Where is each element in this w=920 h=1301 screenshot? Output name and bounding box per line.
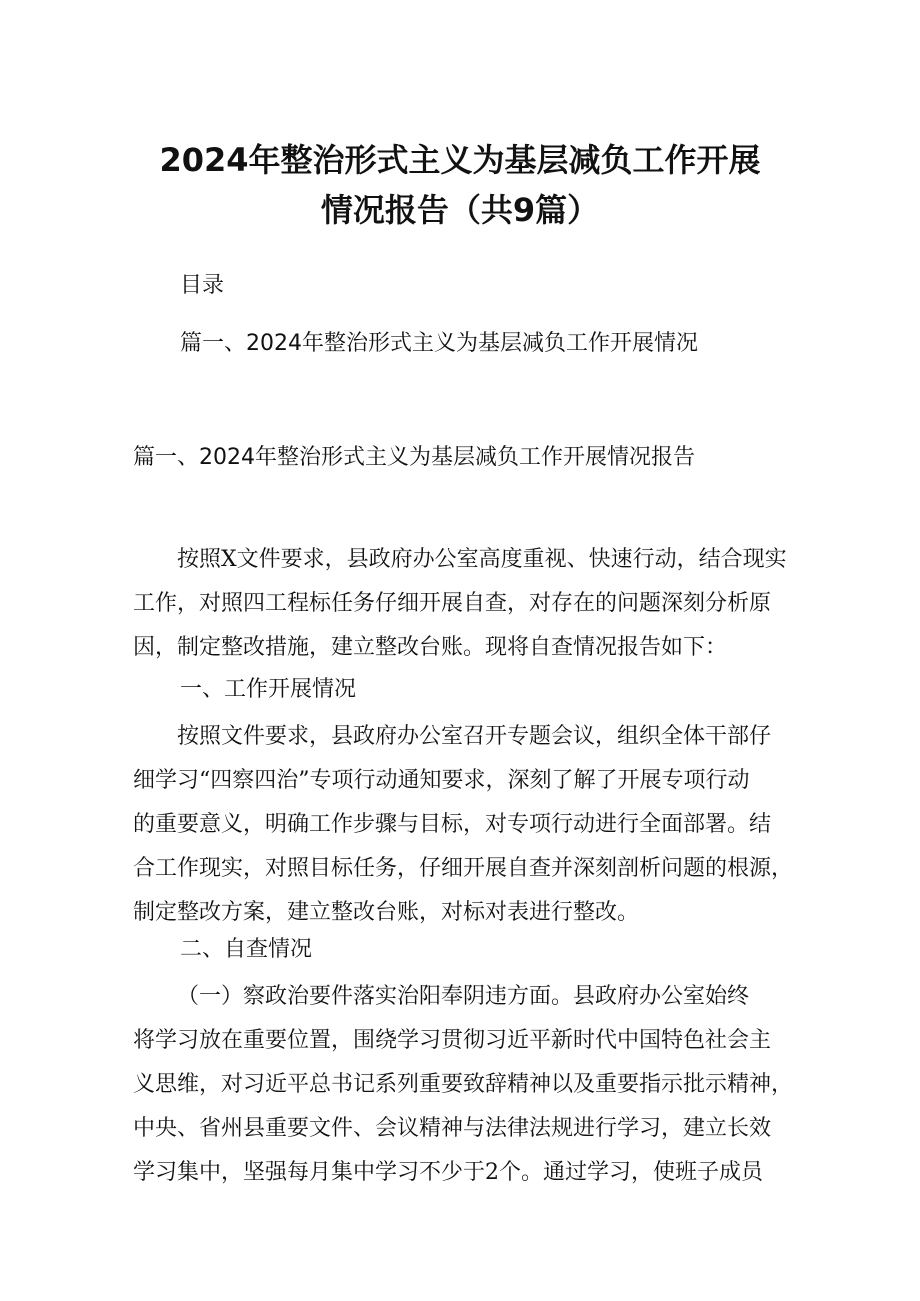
paragraph-line: 合工作现实，对照目标任务，仔细开展自查并深刻剖析问题的根源，: [133, 856, 794, 881]
document-title-line-1: 2024年整治形式主义为基层减负工作开展: [159, 141, 761, 179]
paragraph-line: 义思维，对习近平总书记系列重要致辞精神以及重要指示批示精神，: [133, 1072, 794, 1097]
paragraph-line: 将学习放在重要位置，围绕学习贯彻习近平新时代中国特色社会主: [133, 1028, 772, 1053]
paragraph-line: 按照文件要求，县政府办公室召开专题会议，组织全体干部仔: [177, 724, 772, 749]
toc-item-1: 篇一、2024年整治形式主义为基层减负工作开展情况: [180, 331, 698, 356]
paragraph-line: 制定整改方案，建立整改台账，对标对表进行整改。: [133, 900, 640, 925]
intro-line: 按照X文件要求，县政府办公室高度重视、快速行动，结合现实: [177, 547, 787, 572]
toc-label: 目录: [180, 273, 225, 298]
paragraph-line: （一）察政治要件落实治阳奉阴违方面。县政府办公室始终: [177, 984, 750, 1009]
paragraph-line: 中央、省州县重要文件、会议精神与法律法规进行学习，建立长效: [133, 1116, 772, 1141]
paragraph-self-inspection: [133, 975, 798, 1195]
paragraph-line: 细学习“四察四治”专项行动通知要求，深刻了解了开展专项行动: [133, 768, 750, 793]
section-heading: 篇一、2024年整治形式主义为基层减负工作开展情况报告: [133, 445, 695, 470]
heading-work-progress: 一、工作开展情况: [180, 677, 357, 702]
heading-self-inspection: 二、自查情况: [180, 937, 313, 962]
paragraph-work-progress: [133, 715, 798, 935]
document-title-line-2: 情况报告（共9篇）: [320, 191, 600, 229]
intro-line: 工作，对照四工程标任务仔细开展自查，对存在的问题深刻分析原: [133, 591, 772, 616]
paragraph-line: 学习集中，坚强每月集中学习不少于2个。通过学习，使班子成员: [133, 1160, 763, 1185]
intro-paragraph: [133, 538, 798, 670]
intro-line: 因，制定整改措施，建立整改台账。现将自查情况报告如下：: [133, 635, 728, 660]
paragraph-line: 的重要意义，明确工作步骤与目标，对专项行动进行全面部署。结: [133, 812, 772, 837]
